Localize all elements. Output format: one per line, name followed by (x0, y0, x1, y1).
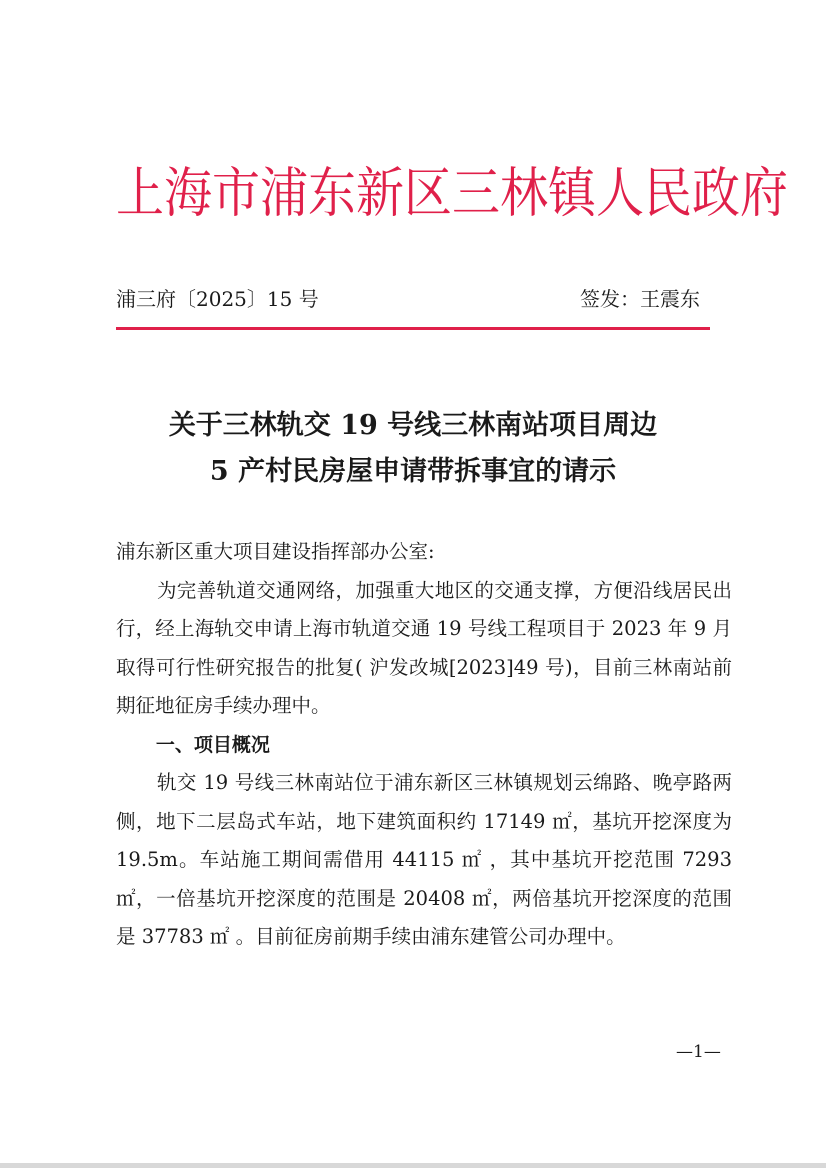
document-number: 浦三府〔2025〕15 号 (116, 287, 319, 311)
page-number: —1— (676, 1042, 721, 1062)
document-meta-row (116, 283, 716, 315)
document-body (116, 533, 732, 957)
title-line-1: 关于三林轨交 19 号线三林南站项目周边 (168, 410, 658, 441)
section-heading-project-overview: 一、项目概况 (155, 733, 270, 756)
issuing-organization-header: 上海市浦东新区三林镇人民政府 (116, 162, 789, 226)
signer: 签发：王震东 (580, 287, 700, 311)
salutation: 浦东新区重大项目建设指挥部办公室: (116, 540, 435, 563)
paragraph-background: 为完善轨道交通网络，加强重大地区的交通支撑，方便沿线居民出行，经上海轨交申请上海市轨道交通 19 号线工程项目于 2023 年 9 月取得可行性研究报告的批复( 沪发改城[2023]49 号)，目前三林南站前期征地征房手续办理中。 (116, 578, 732, 717)
page-bottom-edge (0, 1163, 826, 1168)
paragraph-project-overview: 轨交 19 号线三林南站位于浦东新区三林镇规划云绵路、晚亭路两侧，地下二层岛式车站，地下建筑面积约 17149 ㎡，基坑开挖深度为 19.5m。车站施工期间需借用 44115 ㎡ ，其中基坑开挖范围 7293 ㎡，一倍基坑开挖深度的范围是 20408 ㎡，两倍基坑开挖深度的范围是 37783 ㎡ 。目前征房前期手续由浦东建管公司办理中。 (116, 771, 732, 948)
red-separator-line (116, 327, 710, 330)
document-title (96, 403, 730, 495)
title-line-2: 5 产村民房屋申请带拆事宜的请示 (209, 456, 617, 487)
